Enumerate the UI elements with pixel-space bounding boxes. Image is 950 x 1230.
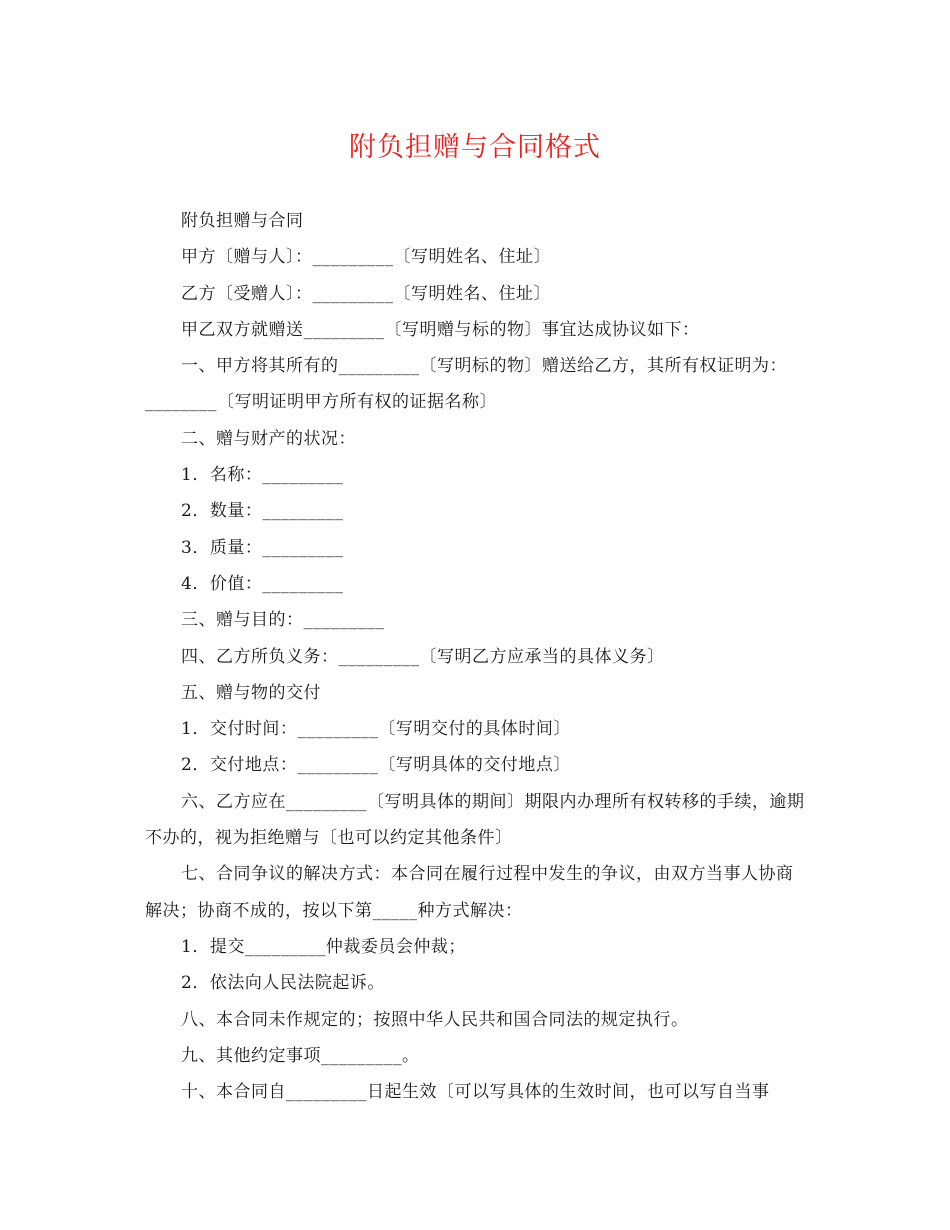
paragraph-item-quality: 3．质量：_________ xyxy=(181,537,344,558)
paragraph-clause-8: 八、本合同未作规定的；按照中华人民共和国合同法的规定执行。 xyxy=(181,1009,689,1030)
paragraph-litigation: 2．依法向人民法院起诉。 xyxy=(181,973,385,994)
paragraph-delivery-time: 1．交付时间：_________〔写明交付的具体时间〕 xyxy=(181,719,571,740)
paragraph-item-value: 4．价值：_________ xyxy=(181,573,344,594)
paragraph-clause-10: 十、本合同自_________日起生效〔可以写具体的生效时间，也可以写自当事 xyxy=(181,1082,770,1103)
paragraph-clause-4: 四、乙方所负义务：_________〔写明乙方应承当的具体义务〕 xyxy=(181,646,665,667)
paragraph-arbitration: 1．提交_________仲裁委员会仲裁； xyxy=(181,936,466,957)
paragraph-clause-2: 二、赠与财产的状况： xyxy=(181,428,356,449)
paragraph-clause-1: 一、甲方将其所有的_________〔写明标的物〕赠送给乙方，其所有权证明为：________〔写明证明甲方所有权的证据名称〕 xyxy=(145,356,787,413)
paragraph-clause-9: 九、其他约定事项_________。 xyxy=(181,1045,420,1066)
paragraph-heading: 附负担赠与合同 xyxy=(181,211,304,231)
paragraph-party-b: 乙方〔受赠人〕：_________〔写明姓名、住址〕 xyxy=(181,283,551,304)
document-title: 附负担赠与合同格式 xyxy=(349,132,601,163)
paragraph-clause-7: 七、合同争议的解决方式：本合同在履行过程中发生的争议，由双方当事人协商解决；协商不成的，按以下第_____种方式解决： xyxy=(145,864,794,921)
paragraph-clause-5: 五、赠与物的交付 xyxy=(181,682,321,703)
paragraph-delivery-place: 2．交付地点：_________〔写明具体的交付地点〕 xyxy=(181,755,571,776)
paragraph-party-a: 甲方〔赠与人〕：_________〔写明姓名、住址〕 xyxy=(181,247,551,268)
paragraph-item-name: 1．名称：_________ xyxy=(181,465,344,486)
document-body xyxy=(145,203,805,1110)
paragraph-clause-6: 六、乙方应在_________〔写明具体的期间〕期限内办理所有权转移的手续，逾期不办的，视为拒绝赠与〔也可以约定其他条件〕 xyxy=(145,791,805,849)
paragraph-clause-3: 三、赠与目的：_________ xyxy=(181,610,385,631)
paragraph-agreement-intro: 甲乙双方就赠送_________〔写明赠与标的物〕事宜达成协议如下： xyxy=(181,319,700,340)
paragraph-item-quantity: 2．数量：_________ xyxy=(181,501,344,522)
